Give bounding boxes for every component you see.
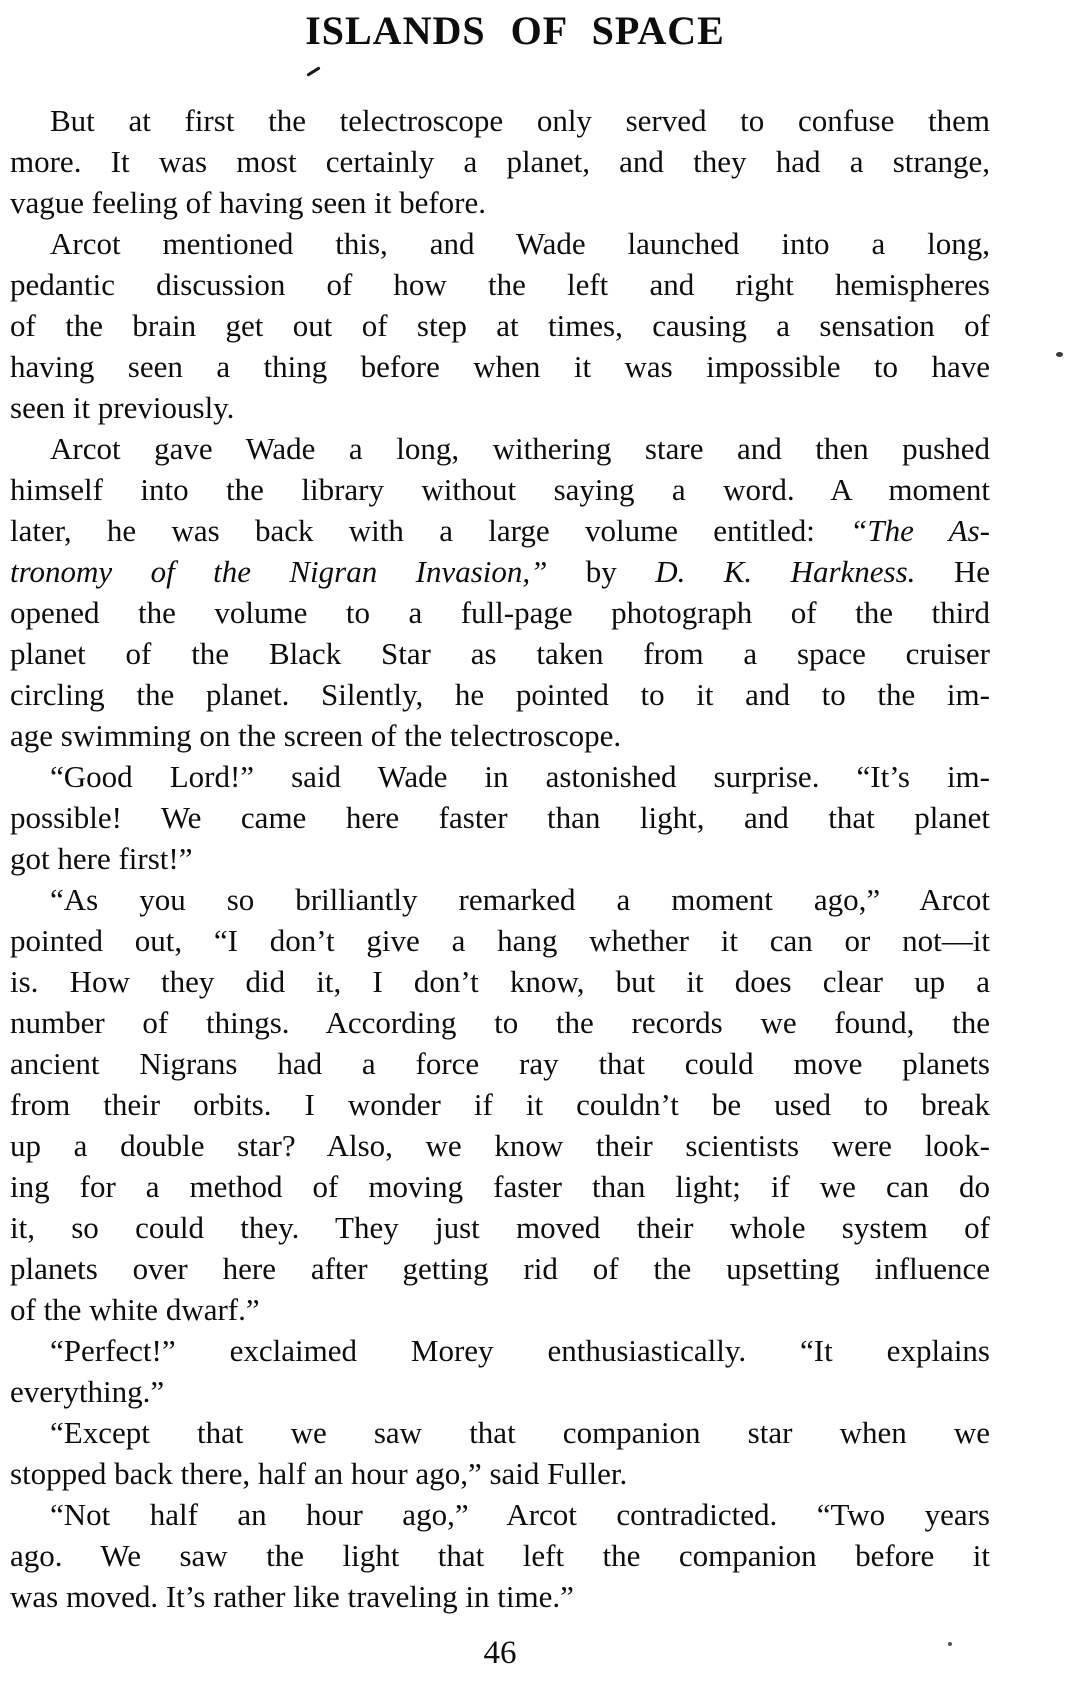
text-line: Arcot gave Wade a long, withering stare and then pushed — [50, 431, 990, 466]
text-line: age swimming on the screen of the telectroscope. — [10, 718, 622, 753]
text-line: from their orbits. I wonder if it couldn’t be used to break — [10, 1087, 990, 1122]
text-line: Arcot mentioned this, and Wade launched into a long, — [50, 226, 990, 261]
page-number: 46 — [483, 1635, 517, 1671]
text-line: “As you so brilliantly remarked a moment ago,” Arcot — [50, 882, 990, 917]
text-line: “Good Lord!” said Wade in astonished surprise. “It’s im- — [50, 759, 990, 794]
text-line: vague feeling of having seen it before. — [10, 185, 487, 220]
paragraph — [10, 428, 990, 756]
paragraph — [10, 223, 990, 428]
paragraph — [10, 1412, 990, 1494]
text-line: was moved. It’s rather like traveling in time.” — [10, 1579, 574, 1614]
text-line: ago. We saw the light that left the companion before it — [10, 1538, 990, 1573]
text-line: it, so could they. They just moved their whole system of — [10, 1210, 990, 1245]
paragraph — [10, 1494, 990, 1617]
text-line: having seen a thing before when it was impossible to have — [10, 349, 990, 384]
text-line: pedantic discussion of how the left and right hemispheres — [10, 267, 990, 302]
paragraph — [10, 879, 990, 1330]
text-line: planet of the Black Star as taken from a space cruiser — [10, 636, 990, 671]
running-head: ISLANDS OF SPACE — [305, 8, 725, 53]
text-line: of the white dwarf.” — [10, 1292, 260, 1327]
text-line: “Except that we saw that companion star when we — [50, 1415, 990, 1450]
text-line: later, he was back with a large volume entitled: “The As- — [10, 513, 990, 548]
paragraph — [10, 1330, 990, 1412]
text-line: seen it previously. — [10, 390, 235, 425]
body-text — [10, 100, 990, 1617]
scan-artifact-dot-right — [1056, 352, 1063, 357]
text-line: planets over here after getting rid of the upsetting influence — [10, 1251, 990, 1286]
text-line: up a double star? Also, we know their scientists were look- — [10, 1128, 990, 1163]
text-line: “Not half an hour ago,” Arcot contradicted. “Two years — [50, 1497, 990, 1532]
text-line: possible! We came here faster than light, and that planet — [10, 800, 990, 835]
paragraph — [10, 756, 990, 879]
text-line: is. How they did it, I don’t know, but it does clear up a — [10, 964, 990, 999]
text-line: ancient Nigrans had a force ray that could move planets — [10, 1046, 990, 1081]
text-line: pointed out, “I don’t give a hang whether it can or not—it — [10, 923, 990, 958]
text-line: opened the volume to a full-page photograph of the third — [10, 595, 990, 630]
text-line: circling the planet. Silently, he pointed to it and to the im- — [10, 677, 990, 712]
text-line: ing for a method of moving faster than light; if we can do — [10, 1169, 990, 1204]
paragraph — [10, 100, 990, 223]
text-line: himself into the library without saying a word. A moment — [10, 472, 990, 507]
text-line: more. It was most certainly a planet, and they had a strange, — [10, 144, 990, 179]
text-line: everything.” — [10, 1374, 165, 1409]
text-line: “Perfect!” exclaimed Morey enthusiastically. “It explains — [50, 1333, 990, 1368]
scan-artifact-tick — [306, 66, 320, 76]
text-line: But at first the telectroscope only served to confuse them — [50, 103, 990, 138]
text-line: tronomy of the Nigran Invasion,” by D. K. Harkness. He — [10, 554, 990, 589]
text-line: of the brain get out of step at times, causing a sensation of — [10, 308, 990, 343]
text-line: stopped back there, half an hour ago,” said Fuller. — [10, 1456, 628, 1491]
text-line: number of things. According to the records we found, the — [10, 1005, 990, 1040]
text-line: got here first!” — [10, 841, 193, 876]
